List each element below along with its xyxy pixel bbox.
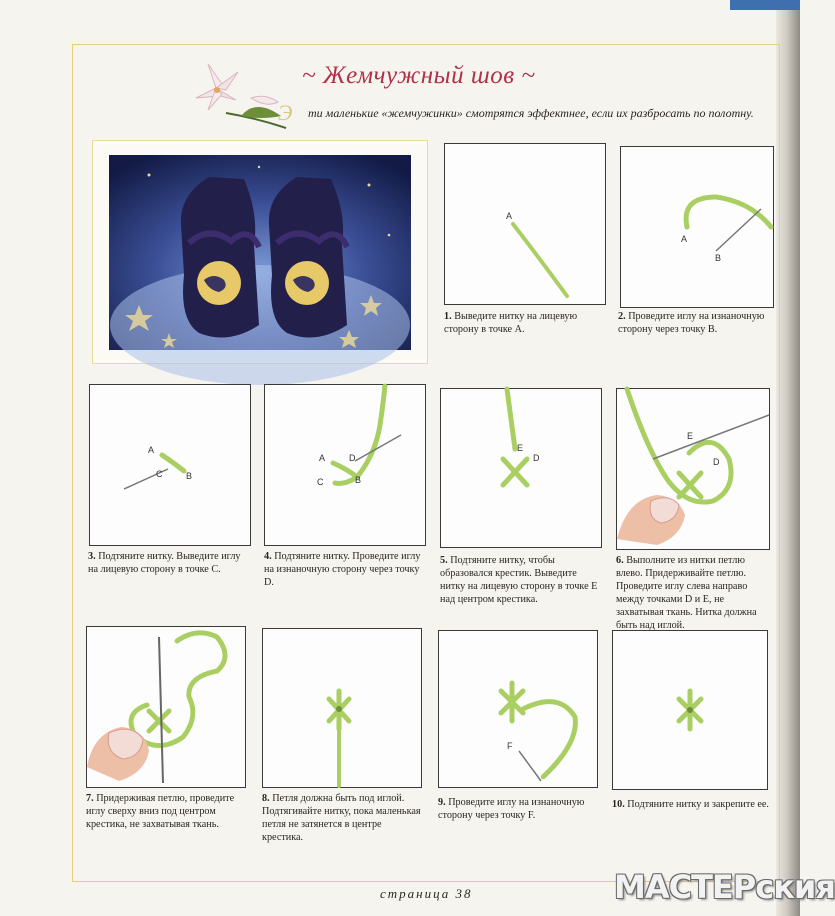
step-7-image [86, 626, 246, 788]
step-9-number: 9. [438, 797, 446, 808]
step-10-image [612, 630, 768, 790]
step-4-image [264, 384, 426, 546]
step-6-text: Выполните из нитки петлю влево. Придерживайте петлю. Проведите иглу слева направо между точками D и E, не захватывая ткань. Нитка должна быть над иглой. [616, 555, 757, 631]
step-3-text: Подтяните нитку. Выведите иглу на лицевую сторону в точке C. [88, 551, 241, 575]
step-1-label-a: A [506, 211, 513, 221]
page-title: ~ Жемчужный шов ~ [302, 62, 536, 89]
step-6-label-e: E [687, 431, 694, 441]
step-1-text: Выведите нитку на лицевую сторону в точке A. [444, 311, 578, 335]
step-5-text: Подтяните нитку, чтобы образовался крестик. Выведите нитку на лицевую сторону в точке E над центром крестика. [440, 555, 598, 605]
step-3-label-a: A [148, 445, 155, 455]
subtitle [278, 100, 758, 126]
step-3-label-b: B [186, 471, 193, 481]
step-4-label-b: B [355, 475, 362, 485]
embroidered-slippers-photo [109, 155, 411, 350]
step-4-caption [264, 550, 424, 589]
step-9-label-f: F [507, 741, 513, 751]
step-1-image [444, 143, 606, 305]
lily-flower-icon [186, 58, 296, 138]
binding-stripe [730, 0, 800, 10]
step-3-caption [88, 550, 248, 576]
step-8-image [262, 628, 422, 788]
step-4-label-d: D [349, 453, 356, 463]
page-number: страница 38 [380, 886, 473, 901]
step-7-text: Придерживая петлю, проведите иглу сверху вниз под центром крестика, не захватывая ткань. [86, 793, 235, 830]
step-8-number: 8. [262, 793, 270, 804]
step-1-number: 1. [444, 311, 452, 322]
step-4-text: Подтяните нитку. Проведите иглу на изнаночную сторону через точку D. [264, 551, 421, 588]
step-7-number: 7. [86, 793, 94, 804]
step-10-caption [612, 798, 770, 811]
step-2-text: Проведите иглу на изнаночную сторону через точку B. [618, 311, 765, 335]
step-4-label-a: A [319, 453, 326, 463]
subtitle-dropcap: Э [278, 100, 293, 125]
step-3-label-c: C [156, 469, 163, 479]
step-6-caption [616, 554, 774, 632]
step-2-label-a: A [681, 234, 688, 244]
step-4-number: 4. [264, 551, 272, 562]
step-5-label-e: E [517, 443, 524, 453]
step-7-caption [86, 792, 246, 831]
step-4-label-c: C [317, 477, 324, 487]
subtitle-text: ти маленькие «жемчужинки» смотрятся эффектнее, если их разбросать по полотну. [308, 106, 754, 120]
step-2-caption [618, 310, 776, 336]
step-3-image [89, 384, 251, 546]
step-2-image [620, 146, 774, 308]
step-2-label-b: B [715, 253, 722, 263]
step-8-text: Петля должна быть под иглой. Подтягивайте нитку, пока маленькая петля не затянется в центре крестика. [262, 793, 421, 843]
step-8-caption [262, 792, 422, 844]
step-9-image [438, 630, 598, 788]
step-5-number: 5. [440, 555, 448, 566]
step-10-number: 10. [612, 799, 625, 810]
step-6-label-d: D [713, 457, 720, 467]
step-5-caption [440, 554, 600, 606]
step-5-label-d: D [533, 453, 540, 463]
photo-frame [92, 140, 428, 364]
step-9-caption [438, 796, 598, 822]
step-5-image [440, 388, 602, 548]
step-10-text: Подтяните нитку и закрепите ее. [627, 799, 769, 810]
step-3-number: 3. [88, 551, 96, 562]
step-1-caption [444, 310, 602, 336]
step-2-number: 2. [618, 311, 626, 322]
step-6-number: 6. [616, 555, 624, 566]
step-9-text: Проведите иглу на изнаночную сторону через точку F. [438, 797, 585, 821]
step-6-image [616, 388, 770, 550]
watermark-logo: МАСТЕРския [614, 868, 835, 906]
